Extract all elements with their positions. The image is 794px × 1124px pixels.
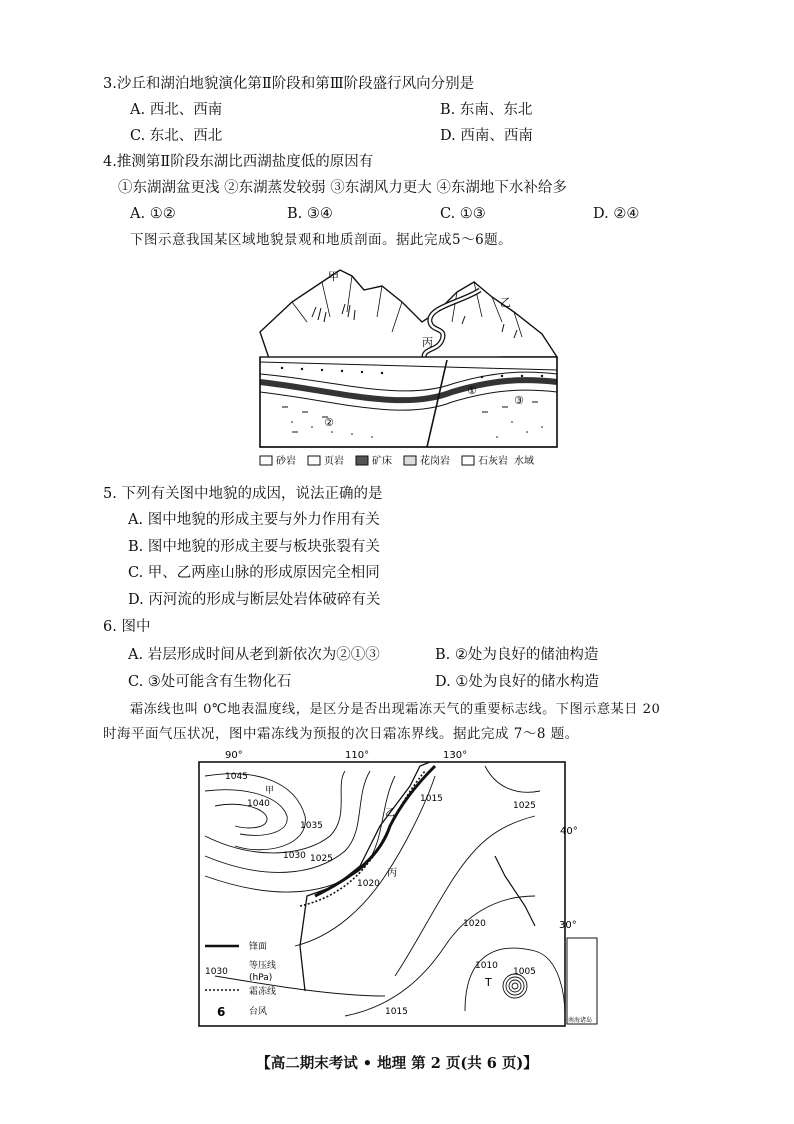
inset-label: 南海诸岛 <box>568 1017 593 1024</box>
q5-option-c: C. 甲、乙两座山脉的形成原因完全相同 <box>128 565 380 581</box>
q4-option-a: A. ①② <box>130 206 176 222</box>
fig1-label-1: ① <box>467 384 477 397</box>
q3-option-b: B. 东南、东北 <box>440 102 533 118</box>
fig1-label-2: ② <box>324 416 334 429</box>
label-yi: 乙 <box>385 808 395 819</box>
typhoon-icon: 6 <box>217 1005 226 1019</box>
legend-isobar-unit: (hPa) <box>249 973 273 983</box>
fig1-label-bing: 丙 <box>422 336 433 349</box>
fig1-label-yi: 乙 <box>500 296 511 309</box>
q5-option-d: D. 丙河流的形成与断层处岩体破碎有关 <box>128 592 381 608</box>
q5-option-b: B. 图中地貌的形成主要与板块张裂有关 <box>128 539 380 555</box>
isobar-1025-a: 1025 <box>310 854 333 864</box>
isobar-1025-b: 1025 <box>513 801 536 811</box>
isobar-1005: 1005 <box>513 967 536 977</box>
q4-stem: 4.推测第Ⅱ阶段东湖比西湖盐度低的原因有 <box>103 154 374 170</box>
legend-front: 锋面 <box>249 942 268 952</box>
fig1-legend-limestone: 石灰岩 <box>478 456 508 467</box>
pressure-map <box>195 746 600 1030</box>
fig1-legend-sandstone: 砂岩 <box>276 456 296 467</box>
fig1-legend-shale: 页岩 <box>324 456 344 467</box>
page-footer: 【高二期末考试 • 地理 第 2 页(共 6 页)】 <box>256 1055 538 1072</box>
lon-90: 90° <box>225 750 243 761</box>
label-bing: 丙 <box>387 868 397 879</box>
isobar-1035: 1035 <box>300 821 323 831</box>
q4-option-d: D. ②④ <box>593 206 640 222</box>
intro-q7-8-line1: 霜冻线也叫 0℃地表温度线，是区分是否出现霜冻天气的重要标志线。下图示意某日 20 <box>130 702 661 717</box>
isobar-1020-a: 1020 <box>357 879 380 889</box>
q3-stem: 3.沙丘和湖泊地貌演化第Ⅱ阶段和第Ⅲ阶段盛行风向分别是 <box>103 76 475 92</box>
q3-option-a: A. 西北、西南 <box>130 102 223 118</box>
q3-option-c: C. 东北、西北 <box>130 128 223 144</box>
legend-isobar-value: 1030 <box>205 967 228 977</box>
q6-option-a: A. 岩层形成时间从老到新依次为②①③ <box>128 647 380 663</box>
label-jia: 甲 <box>265 786 275 796</box>
fig1-legend-ore: 矿床 <box>372 456 392 467</box>
lat-30: 30° <box>559 920 577 931</box>
legend-isobar: 等压线 <box>249 961 277 971</box>
q5-option-a: A. 图中地貌的形成主要与外力作用有关 <box>128 512 380 528</box>
q4-items: ①东湖湖盆更浅 ②东湖蒸发较弱 ③东湖风力更大 ④东湖地下水补给多 <box>118 180 567 196</box>
label-T: T <box>485 976 492 989</box>
q6-option-b: B. ②处为良好的储油构造 <box>435 647 599 663</box>
intro-q7-8-line2: 时海平面气压状况，图中霜冻线为预报的次日霜冻界线。据此完成 7～8 题。 <box>103 726 579 742</box>
isobar-1040: 1040 <box>247 799 270 809</box>
lon-130: 130° <box>443 750 468 761</box>
q3-option-d: D. 西南、西南 <box>440 128 533 144</box>
lon-110: 110° <box>345 750 370 761</box>
legend-typhoon: 台风 <box>249 1007 268 1017</box>
q6-option-c: C. ③处可能含有生物化石 <box>128 674 292 690</box>
isobar-1015-a: 1015 <box>420 794 443 804</box>
fig1-label-jia: 甲 <box>328 270 339 283</box>
landform-block-diagram <box>252 262 572 472</box>
q6-stem: 6. 图中 <box>103 619 151 635</box>
intro-q5-6: 下图示意我国某区域地貌景观和地质剖面。据此完成5～6题。 <box>130 232 513 248</box>
q4-option-b: B. ③④ <box>287 206 333 222</box>
legend-frost-line: 霜冻线 <box>249 987 277 997</box>
isobar-1015-b: 1015 <box>385 1007 408 1017</box>
isobar-1030: 1030 <box>283 851 306 861</box>
fig1-legend-granite: 花岗岩 <box>420 456 450 467</box>
isobar-1010: 1010 <box>475 961 498 971</box>
isobar-1020-b: 1020 <box>463 919 486 929</box>
q5-stem: 5. 下列有关图中地貌的成因，说法正确的是 <box>103 486 383 502</box>
fig1-legend-water: 水域 <box>514 456 534 467</box>
q6-option-d: D. ①处为良好的储水构造 <box>435 674 599 690</box>
q4-option-c: C. ①③ <box>440 206 486 222</box>
isobar-1045: 1045 <box>225 772 248 782</box>
lat-40: 40° <box>560 826 578 837</box>
fig1-label-3: ③ <box>514 394 524 407</box>
